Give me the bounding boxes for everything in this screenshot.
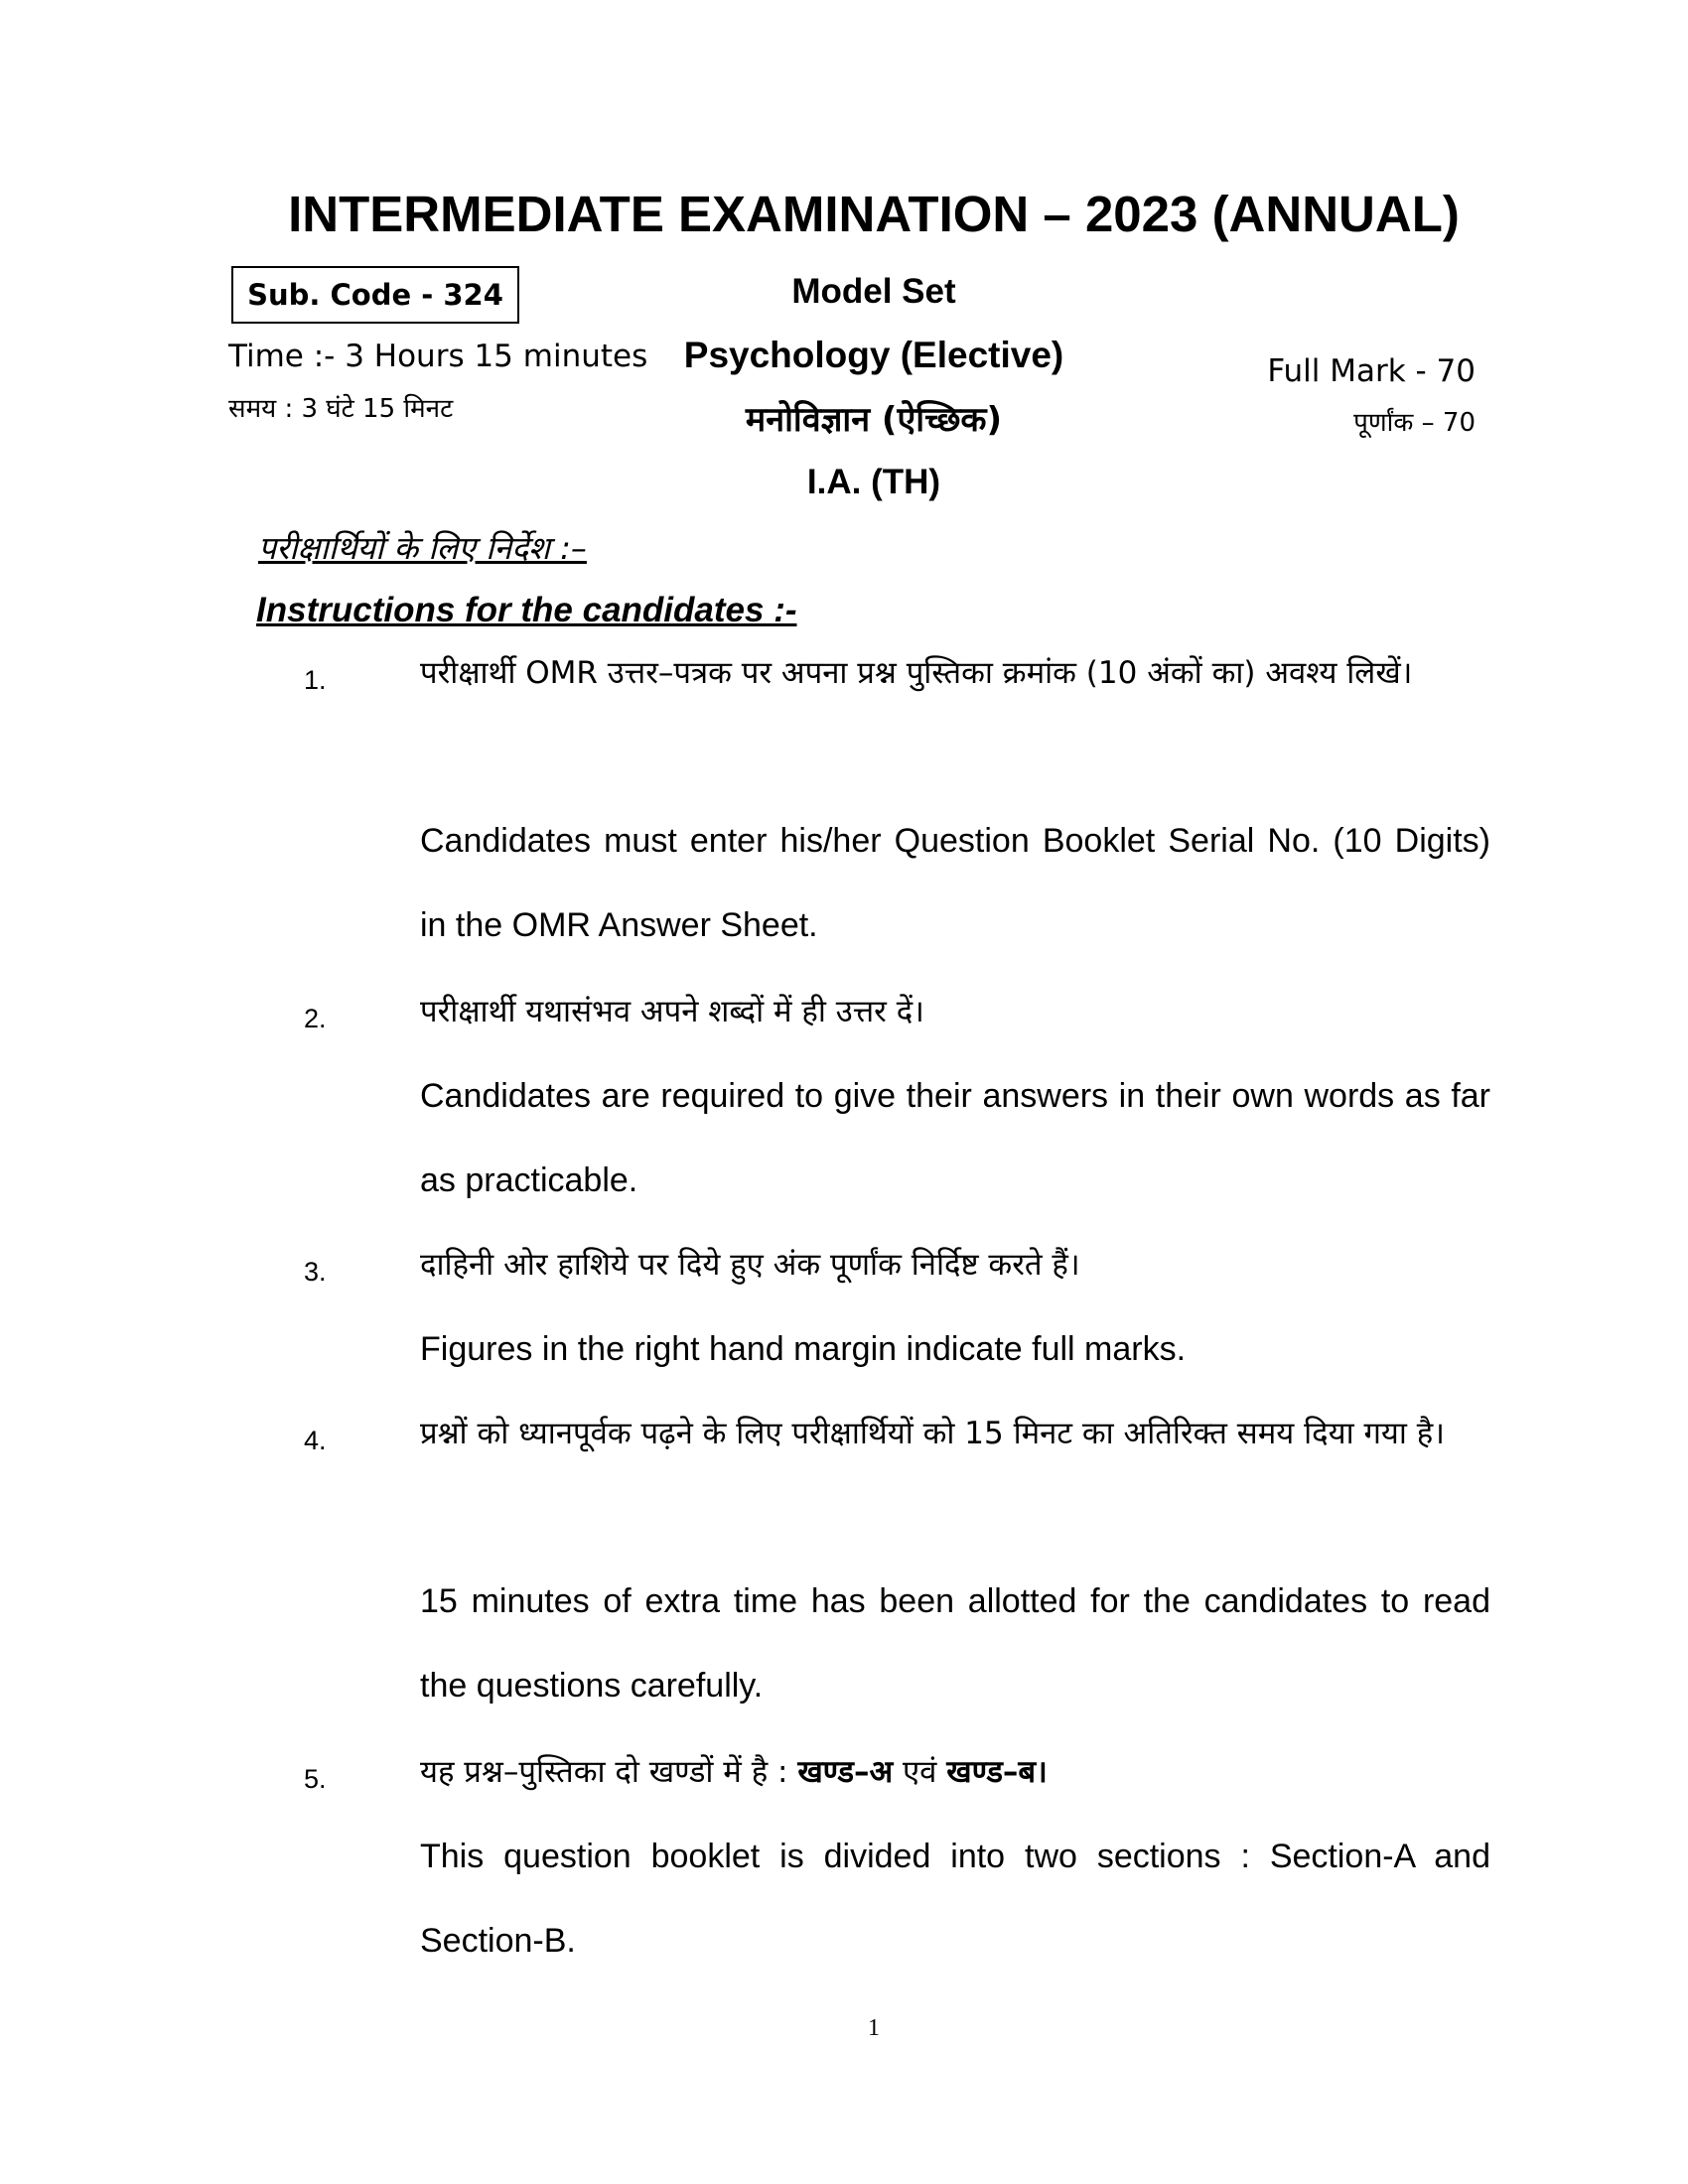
instruction-text-hi: दाहिनी ओर हाशिये पर दिये हुए अंक पूर्णांक निर्दिष्ट करते हैं।: [420, 1247, 1080, 1283]
instruction-number: 5.: [304, 1764, 327, 1794]
sub-code-label: Sub. Code - 324: [247, 278, 503, 312]
instruction-number: 4.: [304, 1426, 327, 1455]
instruction-text-hi: प्रश्नों को ध्यानपूर्वक पढ़ने के लिए परीक्षार्थियों को 15 मिनट का अतिरिक्त समय दिया गया है।: [420, 1416, 1445, 1451]
instructions-heading-hi: परीक्षार्थियों के लिए निर्देश :–: [258, 529, 587, 567]
full-mark-en: Full Mark - 70: [1267, 353, 1476, 389]
instructions-heading-en: Instructions for the candidates :-: [256, 591, 797, 629]
model-set-label: Model Set: [791, 272, 956, 311]
instruction-number: 1.: [304, 665, 327, 695]
instruction-text-hi: परीक्षार्थी यथासंभव अपने शब्दों में ही उत्तर दें।: [420, 994, 924, 1029]
page-number: 1: [868, 2015, 880, 2041]
time-allowed-en: Time :- 3 Hours 15 minutes: [228, 339, 648, 374]
stream-label: I.A. (TH): [806, 463, 941, 501]
instruction-text-hi-plain: यह प्रश्न–पुस्तिका दो खण्डों में है :: [420, 1754, 798, 1790]
instruction-text-en: Candidates are required to give their answers in their own words as far as practicable.: [420, 1077, 1490, 1199]
instruction-text-hi: परीक्षार्थी OMR उत्तर–पत्रक पर अपना प्रश्न पुस्तिका क्रमांक (10 अंकों का) अवश्य लिखें।: [420, 655, 1413, 691]
section-b-label-hi: खण्ड–ब।: [946, 1754, 1048, 1790]
instruction-text-en: Figures in the right hand margin indicate full marks.: [420, 1330, 1187, 1368]
instruction-text-en: This question booklet is divided into two sections : Section-A and Section-B.: [420, 1838, 1490, 1960]
instruction-number: 2.: [304, 1004, 327, 1033]
full-mark-hi: पूर्णांक – 70: [1353, 408, 1476, 438]
instruction-text-en: 15 minutes of extra time has been allotted for the candidates to read the questions carefully.: [420, 1582, 1490, 1705]
sub-code-box: [231, 266, 519, 324]
subject-title-en: Psychology (Elective): [683, 335, 1064, 375]
instruction-text-hi: [420, 1730, 1490, 1815]
instruction-number: 3.: [304, 1257, 327, 1287]
time-allowed-hi: समय : 3 घंटे 15 मिनट: [228, 394, 454, 424]
instruction-text-en: Candidates must enter his/her Question Booklet Serial No. (10 Digits) in the OMR Answer Sheet.: [420, 822, 1490, 944]
exam-title: INTERMEDIATE EXAMINATION – 2023 (ANNUAL): [288, 186, 1460, 242]
section-a-label-hi: खण्ड–अ: [797, 1754, 894, 1790]
subject-title-hi: मनोविज्ञान (ऐच्छिक): [745, 400, 1003, 440]
instruction-text-hi-joiner: एवं: [893, 1754, 947, 1790]
